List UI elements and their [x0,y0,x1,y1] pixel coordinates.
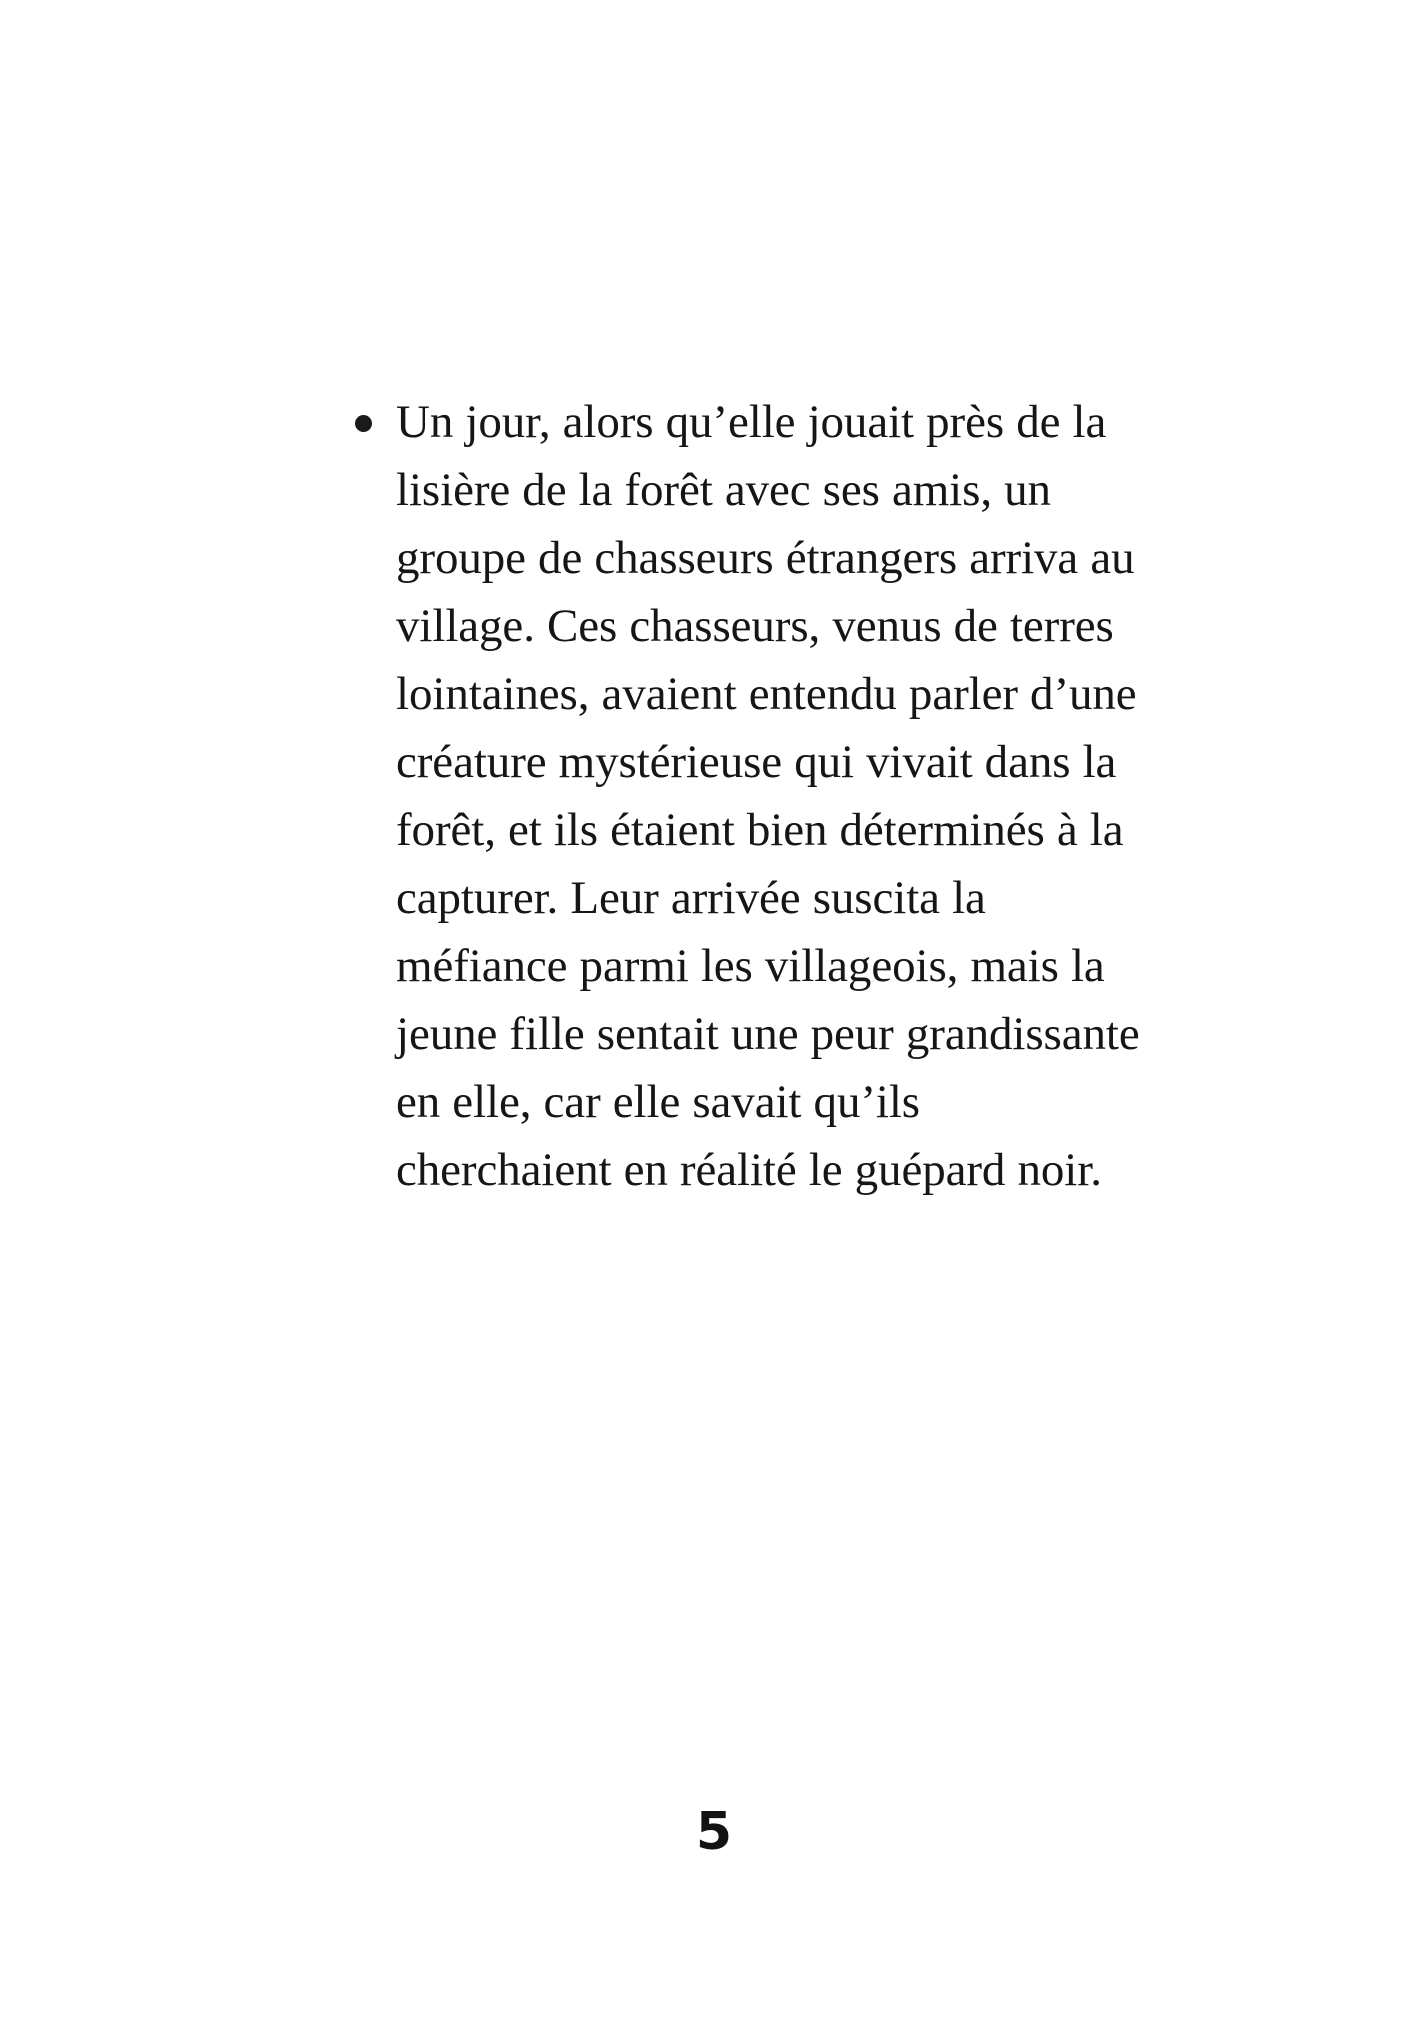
page-number: 5 [695,1802,733,1862]
list-item-text: Un jour, alors qu’elle jouait près de la lisière de la forêt avec ses amis, un groupe de chasseurs étrangers arriva au village. Ces chasseurs, venus de terres lointaines, avaient entendu parler d’une créature mystérieuse qui vivait dans la forêt, et ils étaient bien déterminés à la capturer. Leur arrivée suscita la méfiance parmi les villageois, mais la jeune fille sentait une peur grandissante en elle, car elle savait qu’ils cherchaient en réalité le guépard noir. [396,396,1140,1196]
list-item [352,388,1142,1204]
page-footer [0,1802,1428,1862]
bulleted-paragraph-list [352,388,1142,1204]
bullet-point-icon [355,415,372,432]
